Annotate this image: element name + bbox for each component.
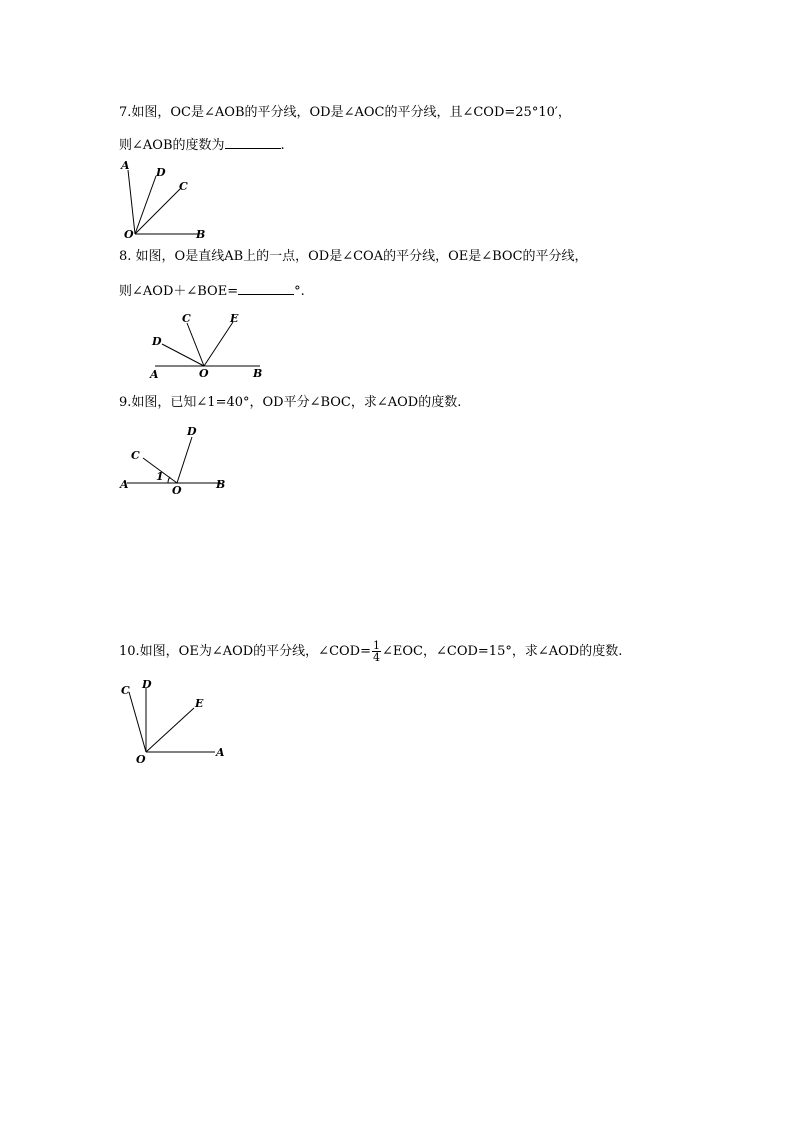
q7-label-c: C — [179, 180, 188, 193]
q7-figure — [112, 156, 222, 244]
q7-text-line1: 7.如图，OC是∠AOB的平分线，OD是∠AOC的平分线，且∠COD=25°10′， — [119, 105, 571, 120]
q7-period: . — [280, 138, 285, 153]
q7-label-b: B — [196, 228, 206, 241]
q9-angle-1-arc — [168, 477, 170, 483]
q8-figure — [145, 308, 270, 380]
q8-text-line1: 8. 如图，O是直线AB上的一点，OD是∠COA的平分线，OE是∠BOC的平分线， — [119, 249, 588, 264]
q7-ray-od — [135, 176, 156, 234]
q7-ray-oc — [135, 189, 180, 234]
q10-ray-oe — [146, 708, 194, 752]
q8-label-c: C — [182, 312, 191, 325]
q10-fraction-denominator: 4 — [373, 651, 380, 664]
q8-prompt: 则∠AOD＋∠BOE= — [119, 284, 239, 299]
q9-label-b: B — [216, 478, 226, 491]
q8-degree: °. — [294, 284, 305, 299]
q10-figure — [115, 672, 235, 767]
q9-label-a: A — [120, 478, 129, 491]
q7-ray-oa — [128, 170, 135, 234]
q7-label-d: D — [156, 166, 166, 179]
q10-text — [119, 640, 622, 663]
q9-label-c: C — [131, 449, 140, 462]
q8-text-line2 — [119, 282, 305, 300]
q8-ray-oc — [187, 323, 204, 366]
q8-label-e: E — [230, 312, 239, 325]
q7-answer-blank[interactable] — [225, 136, 281, 149]
q10-label-e: E — [195, 697, 204, 710]
q9-figure — [115, 420, 235, 500]
q8-answer-blank[interactable] — [238, 282, 294, 295]
q7-label-o: O — [124, 228, 134, 241]
q8-ray-oe — [204, 322, 233, 366]
q9-label-d: D — [187, 425, 197, 438]
q9-ray-od — [177, 437, 192, 483]
q10-ray-oc — [129, 692, 146, 752]
q7-prompt: 则∠AOB的度数为 — [119, 138, 225, 153]
q8-label-o: O — [199, 367, 209, 380]
q9-text-line1: 9.如图，已知∠1=40°，OD平分∠BOC，求∠AOD的度数. — [119, 395, 462, 410]
q10-text-after: ∠EOC，∠COD=15°，求∠AOD的度数. — [382, 644, 623, 659]
q10-label-a: A — [216, 746, 225, 759]
q9-label-o: O — [172, 484, 182, 497]
q8-label-a: A — [150, 368, 159, 381]
q10-text-before: 10.如图，OE为∠AOD的平分线，∠COD= — [119, 644, 371, 659]
q8-label-b: B — [253, 367, 263, 380]
q8-ray-od — [162, 344, 204, 366]
q7-label-a: A — [121, 159, 130, 172]
q10-fraction-numerator: 1 — [373, 639, 380, 652]
q9-label-angle-1: 1 — [156, 470, 164, 483]
q8-label-d: D — [152, 335, 162, 348]
q10-label-d: D — [142, 678, 152, 691]
q10-label-c: C — [121, 684, 130, 697]
q7-text-line2 — [119, 136, 285, 154]
q10-fraction — [372, 640, 381, 663]
q10-label-o: O — [136, 753, 146, 766]
